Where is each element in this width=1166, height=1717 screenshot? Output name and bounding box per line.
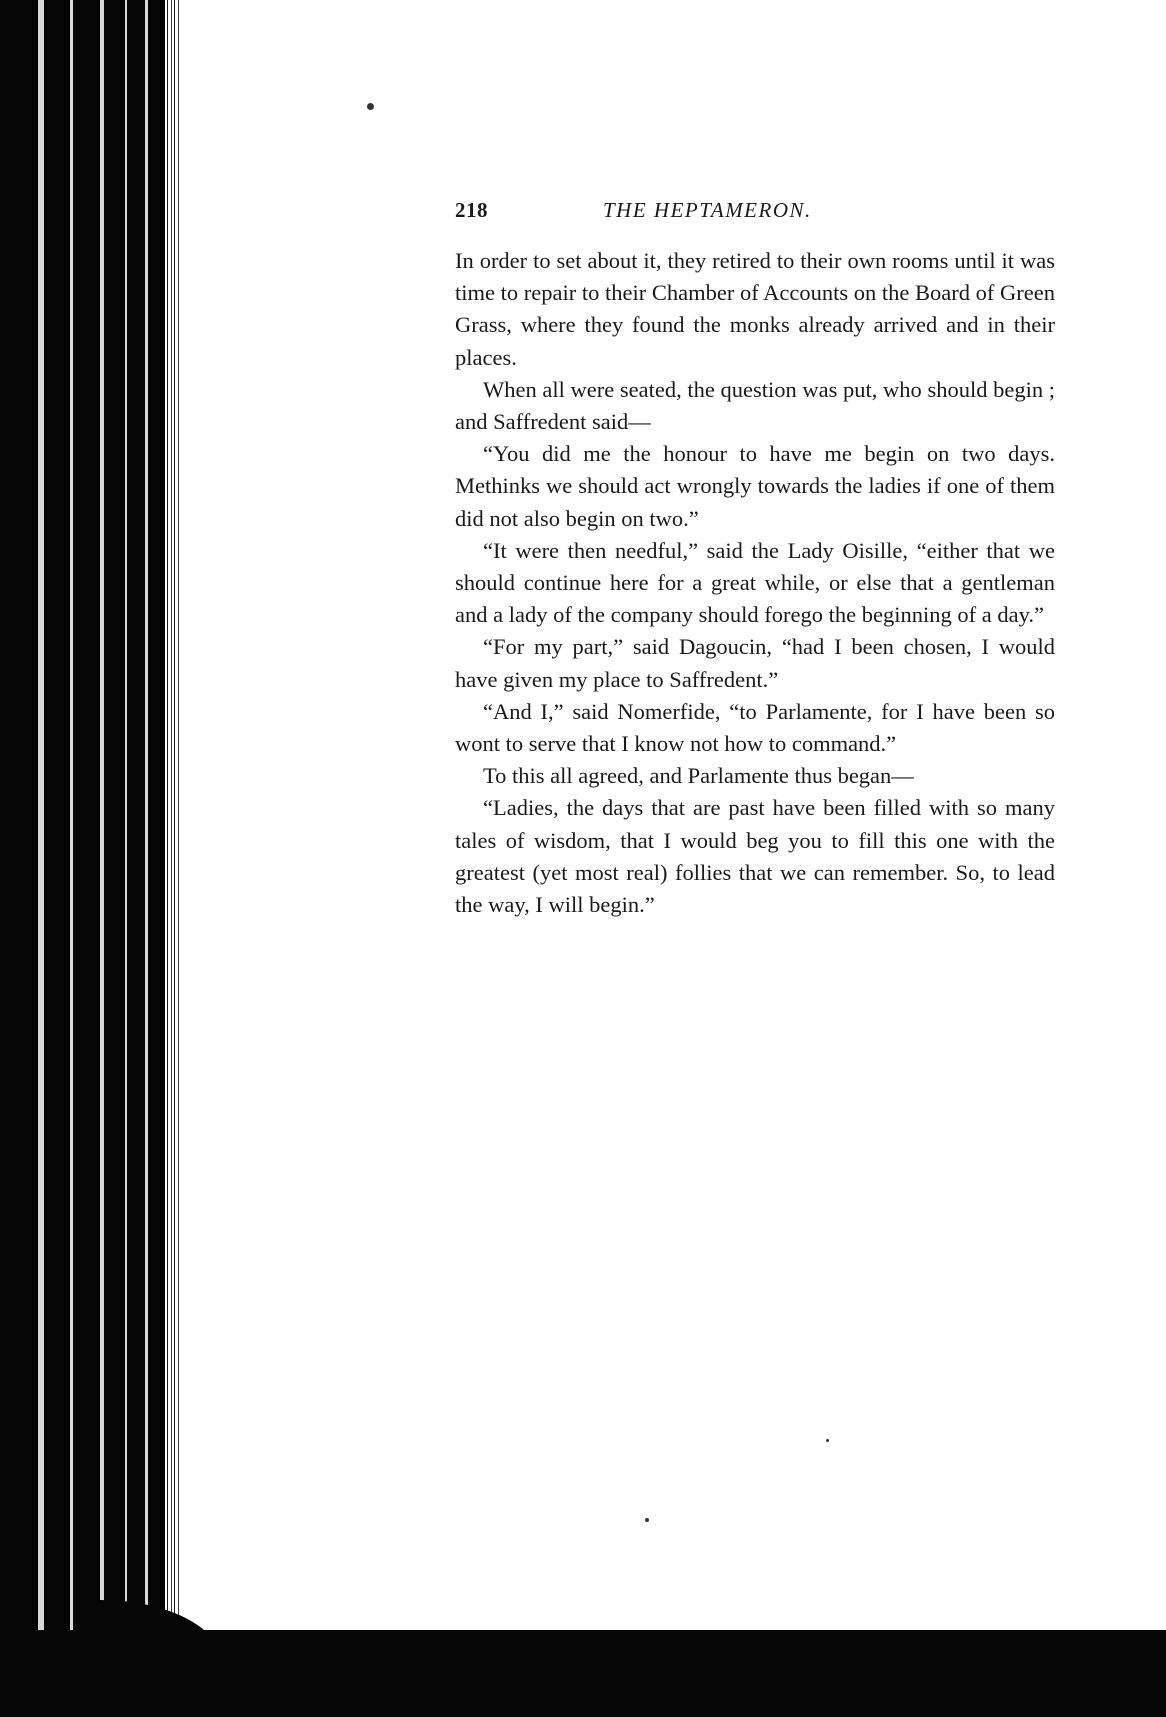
- ink-speck: [826, 1439, 829, 1442]
- paragraph: “Ladies, the days that are past have been filled with so many tales of wisdom, that I would beg you to fill this one with the greatest (yet most real) follies that we can remember. So, to lead the way, I will begin.”: [455, 795, 1055, 918]
- bottom-shadow: [0, 1630, 1166, 1717]
- ink-speck: [367, 103, 374, 110]
- book-spine-shadow: [0, 0, 175, 1717]
- page-header: [455, 198, 1055, 228]
- spine-highlight: [100, 0, 104, 1640]
- spine-highlight: [125, 0, 127, 1640]
- spine-highlight: [145, 0, 148, 1640]
- paragraph: “It were then needful,” said the Lady Oisille, “either that we should continue here for a great while, or else that a gentleman and a lady of the company should forego the beginning of a day.”: [455, 537, 1055, 628]
- spine-highlight: [70, 0, 73, 1640]
- page-edges: [165, 0, 179, 1650]
- paragraph: “And I,” said Nomerfide, “to Parlamente, for I have been so wont to serve that I know not how to command.”: [455, 698, 1055, 757]
- body-text: [455, 245, 1055, 921]
- page-number: 218: [455, 198, 488, 222]
- paragraph: “For my part,” said Dagoucin, “had I been chosen, I would have given my place to Saffredent.”: [455, 634, 1055, 692]
- spine-highlight: [38, 0, 44, 1640]
- paragraph: When all were seated, the question was put, who should begin ; and Saffredent said—: [455, 376, 1055, 435]
- paragraph: “You did me the honour to have me begin on two days. Methinks we should act wrongly towards the ladies if one of them did not also begin on two.”: [455, 441, 1055, 531]
- paragraph: To this all agreed, and Parlamente thus began—: [483, 763, 914, 789]
- ink-speck: [645, 1518, 649, 1522]
- paragraph: In order to set about it, they retired to their own rooms until it was time to repair to their Chamber of Accounts on the Board of Green Grass, where they found the monks already arrived and in their places.: [455, 248, 1055, 370]
- running-title: THE HEPTAMERON.: [603, 198, 812, 222]
